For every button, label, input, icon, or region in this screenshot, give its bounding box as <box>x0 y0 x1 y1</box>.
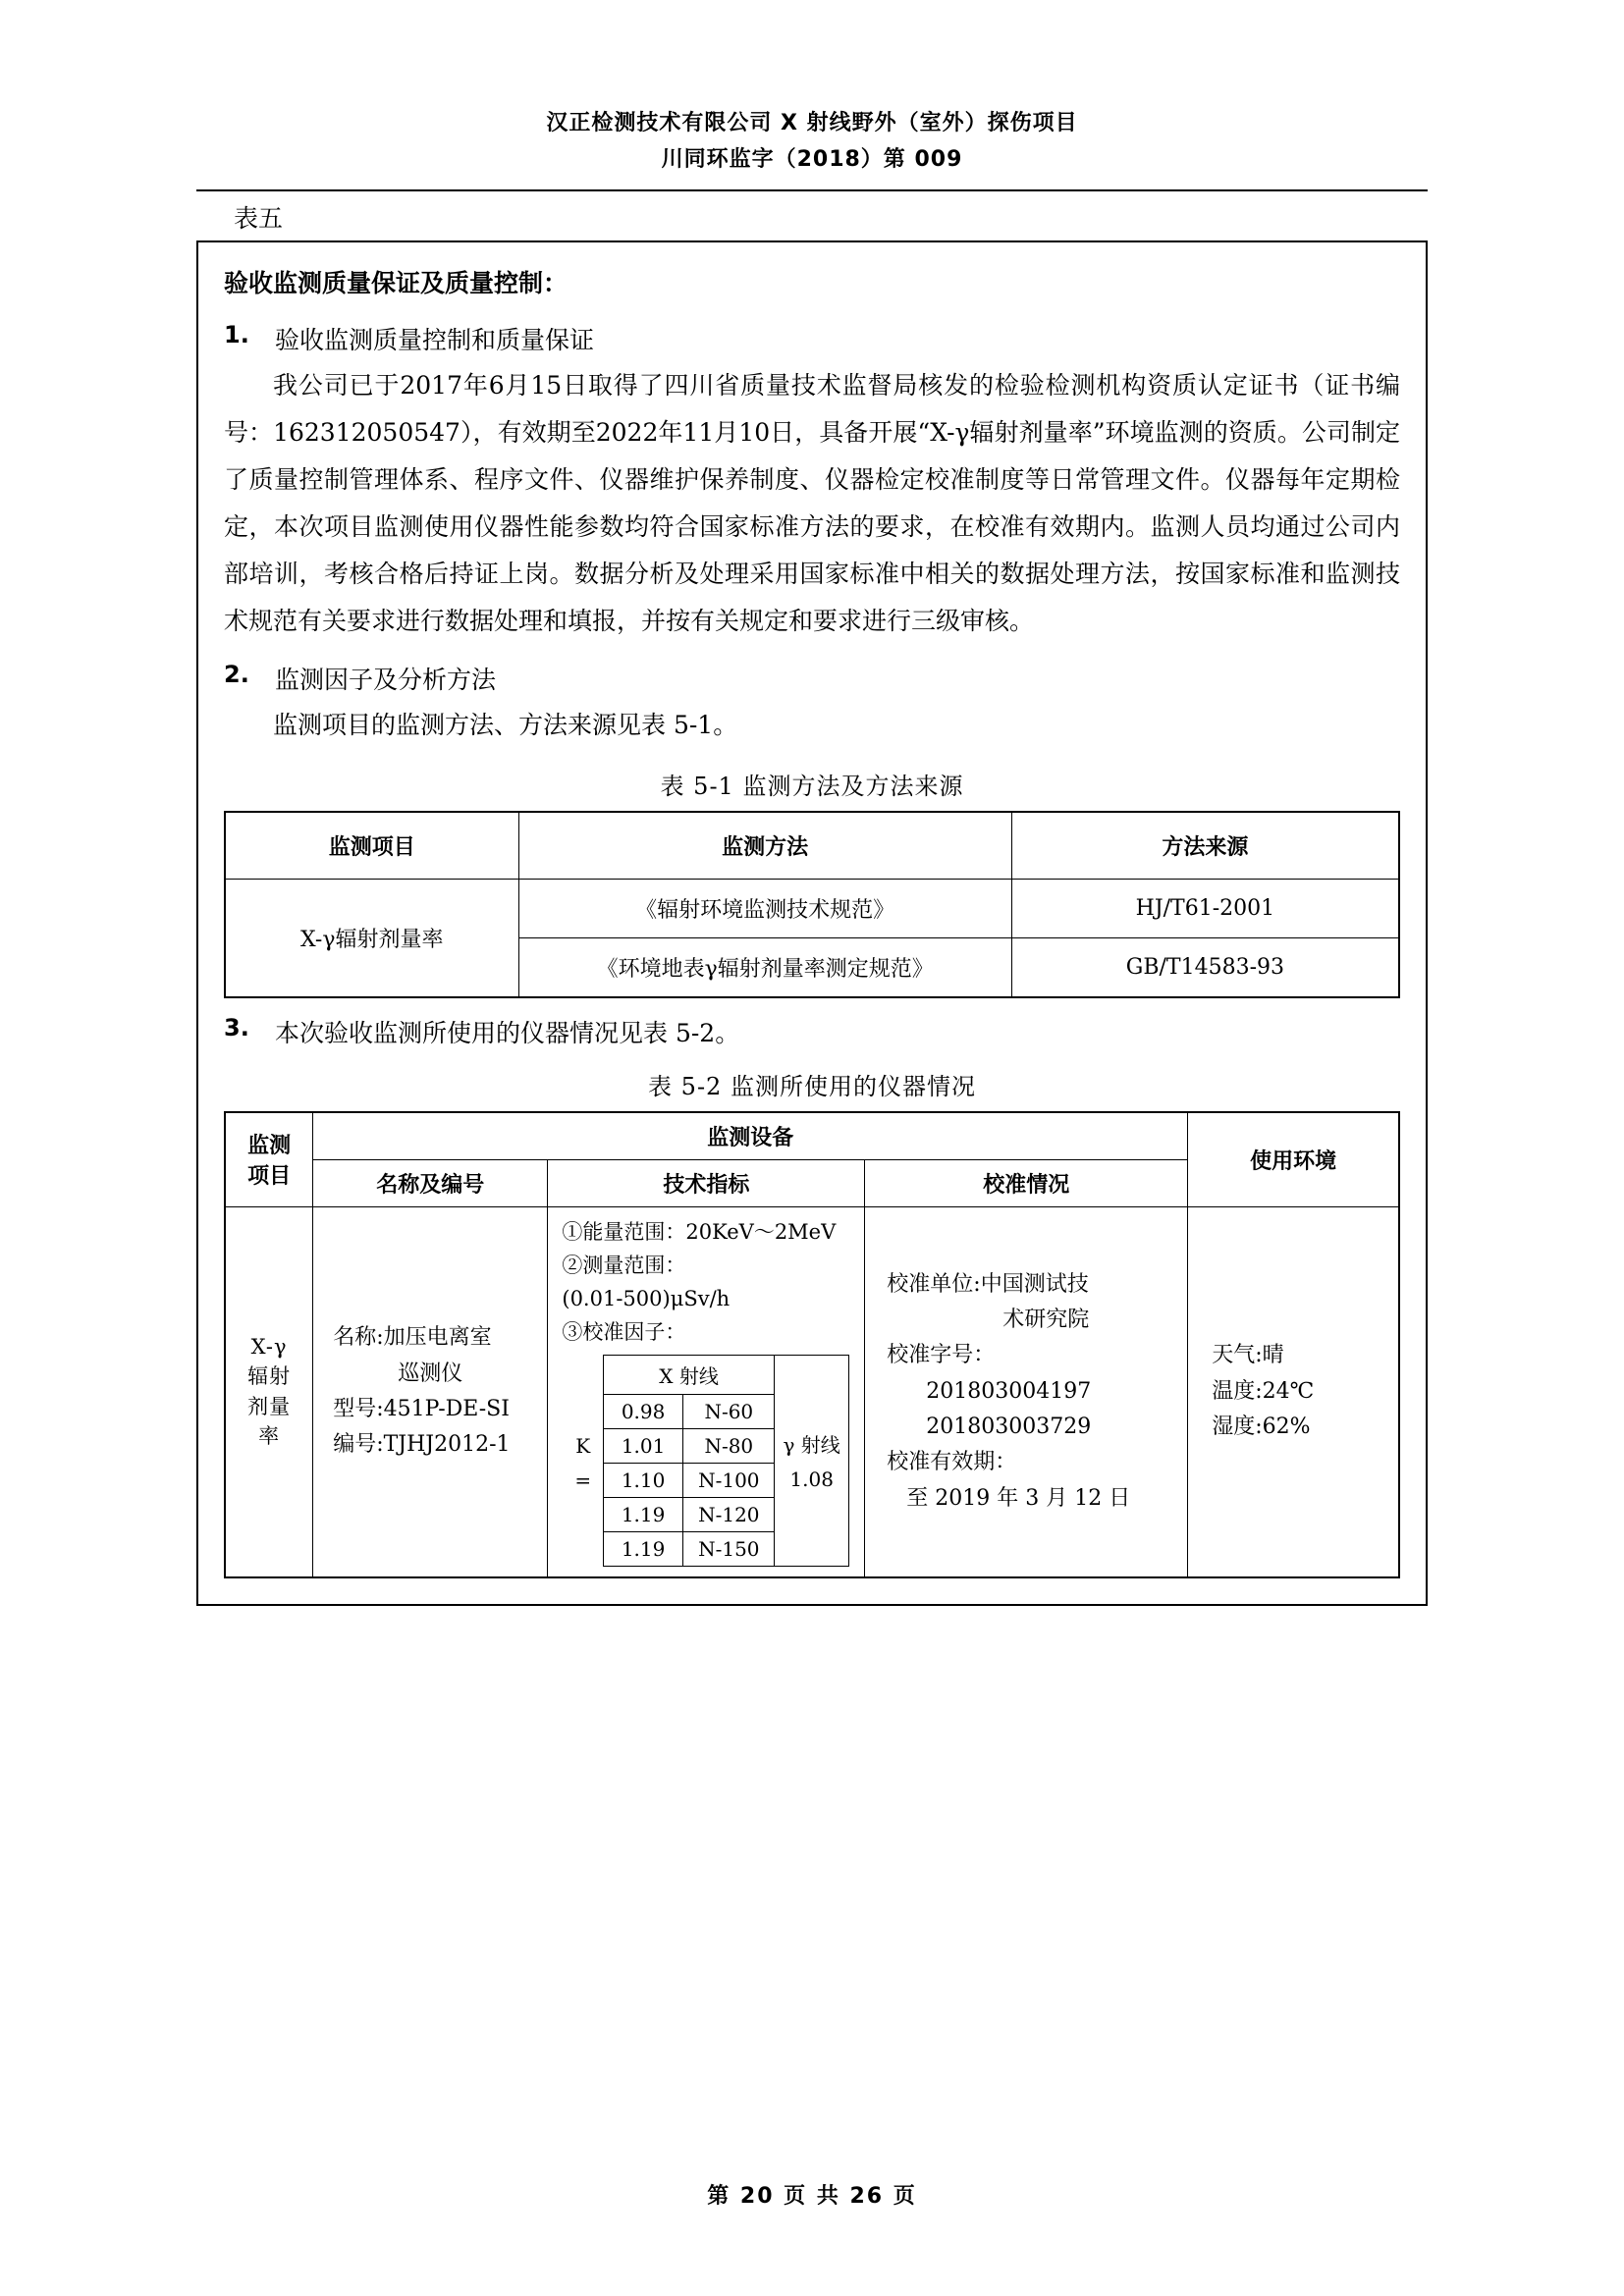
table-52-spec-cell <box>548 1206 865 1577</box>
item-2-lead: 监测项目的监测方法、方法来源见表 5-1。 <box>273 710 738 739</box>
table-51 <box>224 811 1400 998</box>
k-quality-2: N-80 <box>683 1428 775 1463</box>
k-table-label-empty-1 <box>564 1394 604 1428</box>
k-table-label-k: K <box>575 1433 591 1458</box>
item-1-heading <box>224 321 1400 356</box>
calibration-org-line-1: 校准单位:中国测试技 <box>887 1271 1089 1297</box>
calibration-no-label: 校准字号： <box>887 1343 996 1368</box>
table-51-header-row <box>225 812 1399 880</box>
table-51-caption: 表 5-1 监测方法及方法来源 <box>660 772 964 800</box>
item-1-number: 1. <box>224 320 249 348</box>
equipment-name-line-1: 名称:加压电离室 <box>333 1325 492 1351</box>
spec-line-2: ②测量范围： <box>562 1253 686 1277</box>
table-52-name-cell <box>313 1206 548 1577</box>
table-five-label: 表五 <box>234 203 284 233</box>
document-header <box>0 0 1624 180</box>
env-humidity: 湿度:62% <box>1212 1414 1311 1439</box>
section-title: 验收监测质量保证及质量控制： <box>224 268 568 297</box>
table-52-header-item-line1: 监测 <box>247 1134 292 1159</box>
env-weather: 天气:晴 <box>1212 1343 1284 1368</box>
table-52-header-equipment: 监测设备 <box>313 1112 1188 1160</box>
table-52 <box>224 1111 1400 1578</box>
k-table-label-equals: = <box>574 1468 592 1492</box>
table-52-env-cell <box>1188 1206 1399 1577</box>
k-table-corner <box>564 1355 604 1394</box>
table-52-header-item-line2: 项目 <box>247 1164 292 1190</box>
content-frame <box>196 240 1428 1606</box>
k-value-5: 1.19 <box>603 1531 682 1566</box>
page-footer: 第 20 页 共 26 页 <box>707 2184 917 2209</box>
env-temperature: 温度:24℃ <box>1212 1378 1315 1404</box>
spec-line-4: ③校准因子： <box>562 1319 686 1344</box>
k-quality-3: N-100 <box>683 1463 775 1497</box>
item-3-number: 3. <box>224 1013 249 1041</box>
k-table-col-xray: X 射线 <box>603 1355 774 1394</box>
header-divider <box>196 189 1428 191</box>
calibration-validity-date: 至 2019 年 3 月 12 日 <box>906 1485 1131 1511</box>
table-52-header-env: 使用环境 <box>1188 1112 1399 1207</box>
table-52-item-line-1: X-γ <box>250 1334 288 1359</box>
k-value-4: 1.19 <box>603 1497 682 1531</box>
item-2-number: 2. <box>224 660 249 688</box>
table-51-method-1: 《辐射环境监测技术规范》 <box>518 879 1011 937</box>
table-52-item-cell <box>225 1206 313 1577</box>
table-row <box>225 1206 1399 1577</box>
table-52-header-row-1 <box>225 1112 1399 1160</box>
table-52-item-line-4: 率 <box>258 1424 281 1449</box>
item-3-title: 本次验收监测所使用的仪器情况见表 5-2。 <box>275 1018 740 1047</box>
table-52-item-line-2: 辐射 <box>247 1364 292 1389</box>
calibration-factor-table <box>564 1355 849 1567</box>
k-quality-5: N-150 <box>683 1531 775 1566</box>
equipment-serial-line: 编号:TJHJ2012-1 <box>333 1432 511 1458</box>
k-value-2: 1.01 <box>603 1428 682 1463</box>
item-1-paragraph: 我公司已于2017年6月15日取得了四川省质量技术监督局核发的检验检测机构资质认定证书（证书编号：162312050547），有效期至2022年11月10日，具备开展“X-γ辐射剂量率”环境监测的资质。公司制定了质量控制管理体系、程序文件、仪器维护保养制度、仪器检定校准制度等日常管理文件。仪器每年定期检定，本次项目监测使用仪器性能参数均符合国家标准方法的要求，在校准有效期内。监测人员均通过公司内部培训，考核合格后持证上岗。数据分析及处理采用国家标准中相关的数据处理方法，按国家标准和监测技术规范有关要求进行数据处理和填报，并按有关规定和要求进行三级审核。 <box>224 370 1400 635</box>
item-3-heading <box>224 1014 1400 1049</box>
k-table-row <box>564 1463 849 1497</box>
spec-line-1: ①能量范围：20KeV～2MeV <box>562 1219 837 1244</box>
table-51-item-label: X-γ辐射剂量率 <box>225 879 518 997</box>
item-2-title: 监测因子及分析方法 <box>275 665 497 694</box>
table-52-subheader-spec: 技术指标 <box>548 1159 865 1206</box>
k-table-col-gamma: γ 射线 <box>775 1355 849 1463</box>
table-52-item-line-3: 剂量 <box>247 1394 292 1418</box>
equipment-model-line: 型号:451P-DE-SI <box>333 1396 510 1421</box>
item-1-title: 验收监测质量控制和质量保证 <box>275 325 595 354</box>
k-table-label-empty-3 <box>564 1531 604 1566</box>
table-51-source-2: GB/T14583-93 <box>1011 937 1399 997</box>
table-52-caption: 表 5-2 监测所使用的仪器情况 <box>648 1072 976 1100</box>
k-value-3: 1.10 <box>603 1463 682 1497</box>
k-quality-1: N-60 <box>683 1394 775 1428</box>
k-table-label-empty-2 <box>564 1497 604 1531</box>
table-51-header-source: 方法来源 <box>1011 812 1399 880</box>
header-title-line2: 川同环监字（2018）第 009 <box>661 147 963 173</box>
k-table-header-row <box>564 1355 849 1394</box>
table-51-header-method: 监测方法 <box>518 812 1011 880</box>
table-52-subheader-calib: 校准情况 <box>865 1159 1188 1206</box>
table-51-header-item: 监测项目 <box>225 812 518 880</box>
calibration-org-line-2: 术研究院 <box>1002 1308 1090 1333</box>
k-quality-4: N-120 <box>683 1497 775 1531</box>
table-51-method-2: 《环境地表γ辐射剂量率测定规范》 <box>518 937 1011 997</box>
table-52-subheader-name: 名称及编号 <box>313 1159 548 1206</box>
gamma-k-value: 1.08 <box>775 1463 849 1566</box>
calibration-validity-label: 校准有效期： <box>887 1450 1017 1475</box>
calibration-no-1: 201803004197 <box>926 1378 1092 1404</box>
spec-line-3: (0.01-500)μSv/h <box>562 1286 731 1310</box>
table-52-calibration-cell <box>865 1206 1188 1577</box>
table-51-source-1: HJ/T61-2001 <box>1011 879 1399 937</box>
calibration-no-2: 201803003729 <box>926 1414 1092 1439</box>
table-row <box>225 879 1399 937</box>
header-title-line1: 汉正检测技术有限公司 X 射线野外（室外）探伤项目 <box>546 111 1078 135</box>
table-52-header-item <box>225 1112 313 1207</box>
item-2-heading <box>224 661 1400 696</box>
equipment-name-line-2: 巡测仪 <box>398 1361 463 1386</box>
k-value-1: 0.98 <box>603 1394 682 1428</box>
